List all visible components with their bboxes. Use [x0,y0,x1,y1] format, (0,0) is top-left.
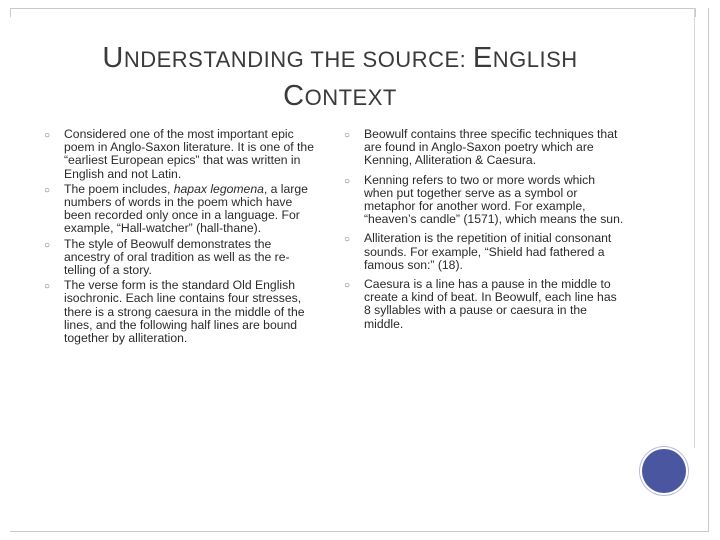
title-cap-letter: E [472,42,493,74]
bullet-text: Caesura is a line has a pause in the middle to create a kind of beat. In Beowulf, each line has 8 syllables with a pause or caesura in the middle. [364,277,617,331]
circle-bullet-icon: ○ [344,175,351,187]
slide-frame-right [694,8,709,532]
list-item [44,238,320,278]
left-bullet-list [44,128,320,347]
circle-bullet-icon: ○ [44,184,51,196]
list-item [344,278,624,331]
slide-frame-bottom [10,531,708,532]
bullet-text: Beowulf contains three specific techniques that are found in Anglo-Saxon poetry which are Kenning, Alliteration & Caesura. [364,127,618,168]
title-text: ONTEXT [304,85,397,110]
bullet-text: Kenning refers to two or more words which when put together serve as a symbol or metaphor for another word. For example, “heaven’s candle” (1571), which means the sun. [364,172,624,227]
bullet-text: Considered one of the most important epic poem in Anglo-Saxon literature. It is one of the “earliest European epics” that was written in English and not Latin. [64,127,314,181]
bullet-text [64,183,320,236]
list-item [44,183,320,236]
title-text: NDERSTANDING THE SOURCE [123,47,460,72]
list-item [344,174,624,227]
bullet-text-part: , a large numbers of words in the poem which have been recorded only once in a language. For example, “Hall-watcher” (hall-thane). [64,181,308,236]
circle-bullet-icon: ○ [344,234,351,246]
list-item [344,128,624,168]
slide-title-line-1 [60,40,620,78]
bullet-text: Alliteration is the repetition of initial consonant sounds. For example, “Shield had fathered a famous son:” (18). [364,231,612,272]
slide-title-line-2 [60,78,620,116]
slide-title [60,40,620,116]
list-item [44,128,320,181]
title-separator: : [459,47,473,72]
decorative-circle [642,449,686,493]
list-item [344,232,624,272]
circle-bullet-icon: ○ [344,130,351,141]
title-text: NGLISH [492,47,578,72]
title-cap-letter: U [102,42,124,74]
list-item [44,279,320,345]
circle-bullet-icon: ○ [44,281,51,293]
right-bullet-list [344,128,624,333]
circle-bullet-icon: ○ [44,239,51,251]
circle-bullet-icon: ○ [344,280,351,292]
bullet-text-emphasis: hapax legomena [173,181,264,196]
bullet-text: The style of Beowulf demonstrates the ancestry of oral tradition as well as the re-telling of a story. [64,236,290,278]
bullet-text: The verse form is the standard Old English isochronic. Each line contains four stresses, there is a strong caesura in the middle of the lines, and the following half lines are bound together by alliteration. [64,278,305,346]
circle-bullet-icon: ○ [44,130,51,141]
title-cap-letter: C [283,80,305,112]
slide-frame-inner-line [694,8,695,448]
bullet-text-part: The poem includes, [64,181,174,196]
slide-frame-top [10,8,696,17]
